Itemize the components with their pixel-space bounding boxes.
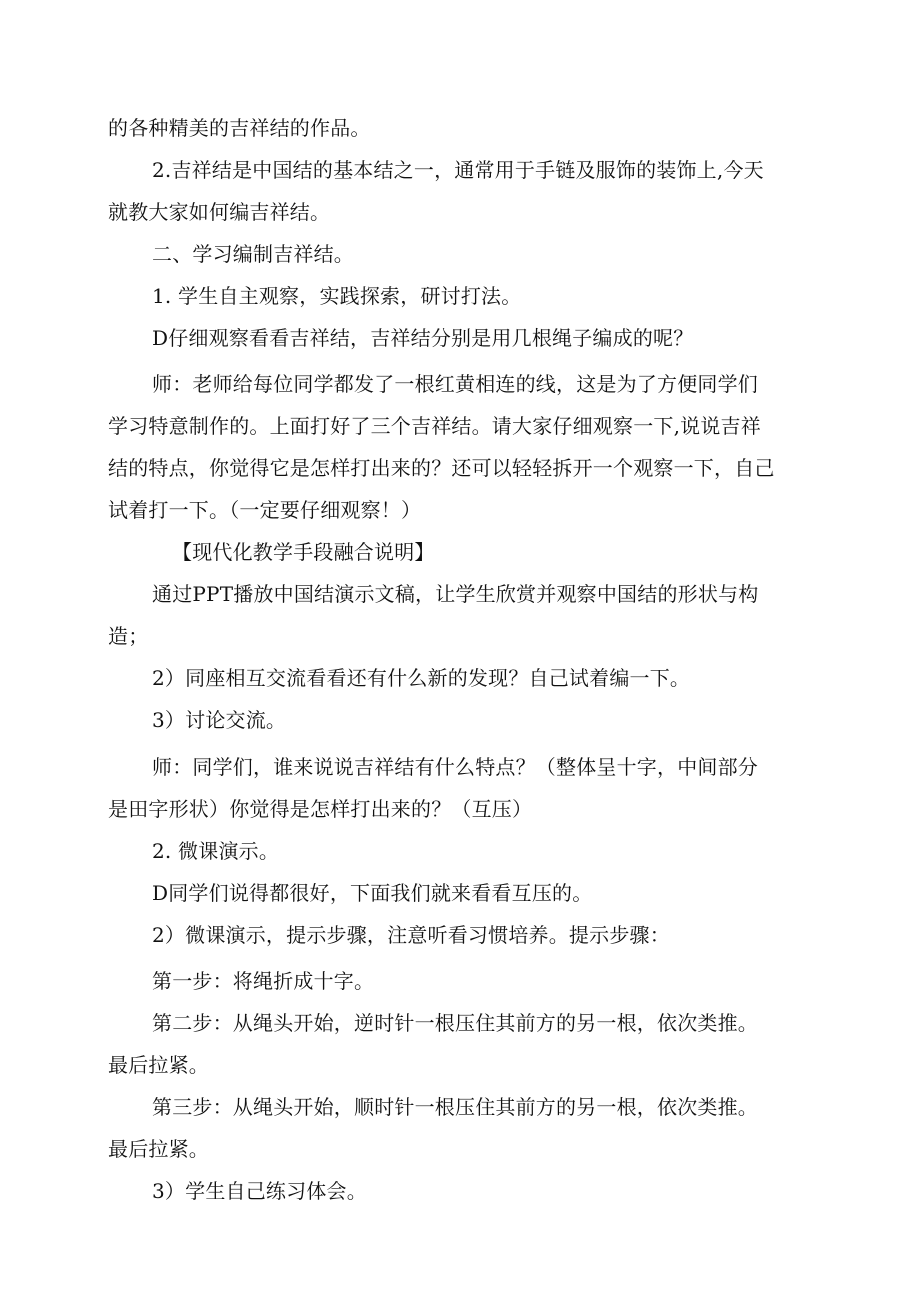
subheading: 【现代化教学手段融合说明】 xyxy=(172,540,435,564)
text-line: 2）微课演示，提示步骤，注意听看习惯培养。提示步骤： xyxy=(152,923,670,947)
text-line: 学习特意制作的。上面打好了三个吉祥结。请大家仔细观察一下,说说吉祥 xyxy=(108,414,761,438)
section-heading: 二、学习编制吉祥结。 xyxy=(152,242,354,266)
text-line: 最后拉紧。 xyxy=(108,1137,209,1161)
text-line: 造； xyxy=(108,624,149,648)
text-line: 是田字形状）你觉得是怎样打出来的？（互压） xyxy=(108,797,533,821)
text-line: 1. 学生自主观察，实践探索，研讨打法。 xyxy=(152,284,522,308)
text-line: 师：老师给每位同学都发了一根红黄相连的线，这是为了方便同学们 xyxy=(152,372,758,396)
text-line: 第一步：将绳折成十字。 xyxy=(152,969,375,993)
text-line: 2）同座相互交流看看还有什么新的发现？自己试着编一下。 xyxy=(152,666,691,690)
text-line: 的各种精美的吉祥结的作品。 xyxy=(108,116,371,140)
text-line: 第二步：从绳头开始，逆时针一根压住其前方的另一根，依次类推。 xyxy=(152,1011,758,1035)
text-line: 就教大家如何编吉祥结。 xyxy=(108,200,331,224)
text-line: 最后拉紧。 xyxy=(108,1053,209,1077)
text-line: D同学们说得都很好，下面我们就来看看互压的。 xyxy=(152,881,593,905)
text-line: 师：同学们，谁来说说吉祥结有什么特点？（整体呈十字，中间部分 xyxy=(152,755,758,779)
text-line: 试着打一下。（一定要仔细观察！） xyxy=(108,498,422,522)
text-line: 3）学生自己练习体会。 xyxy=(152,1179,367,1203)
text-line: 2. 微课演示。 xyxy=(152,839,280,863)
text-line: D仔细观察看看吉祥结，吉祥结分别是用几根绳子编成的呢？ xyxy=(152,326,694,350)
text-line: 通过PPT播放中国结演示文稿，让学生欣赏并观察中国结的形状与构 xyxy=(152,582,759,606)
text-line: 2.吉祥结是中国结的基本结之一，通常用于手链及服饰的装饰上,今天 xyxy=(152,158,764,182)
text-line: 结的特点，你觉得它是怎样打出来的？还可以轻轻拆开一个观察一下，自己 xyxy=(108,456,775,480)
text-line: 3）讨论交流。 xyxy=(152,708,287,732)
text-line: 第三步：从绳头开始，顺时针一根压住其前方的另一根，依次类推。 xyxy=(152,1095,758,1119)
